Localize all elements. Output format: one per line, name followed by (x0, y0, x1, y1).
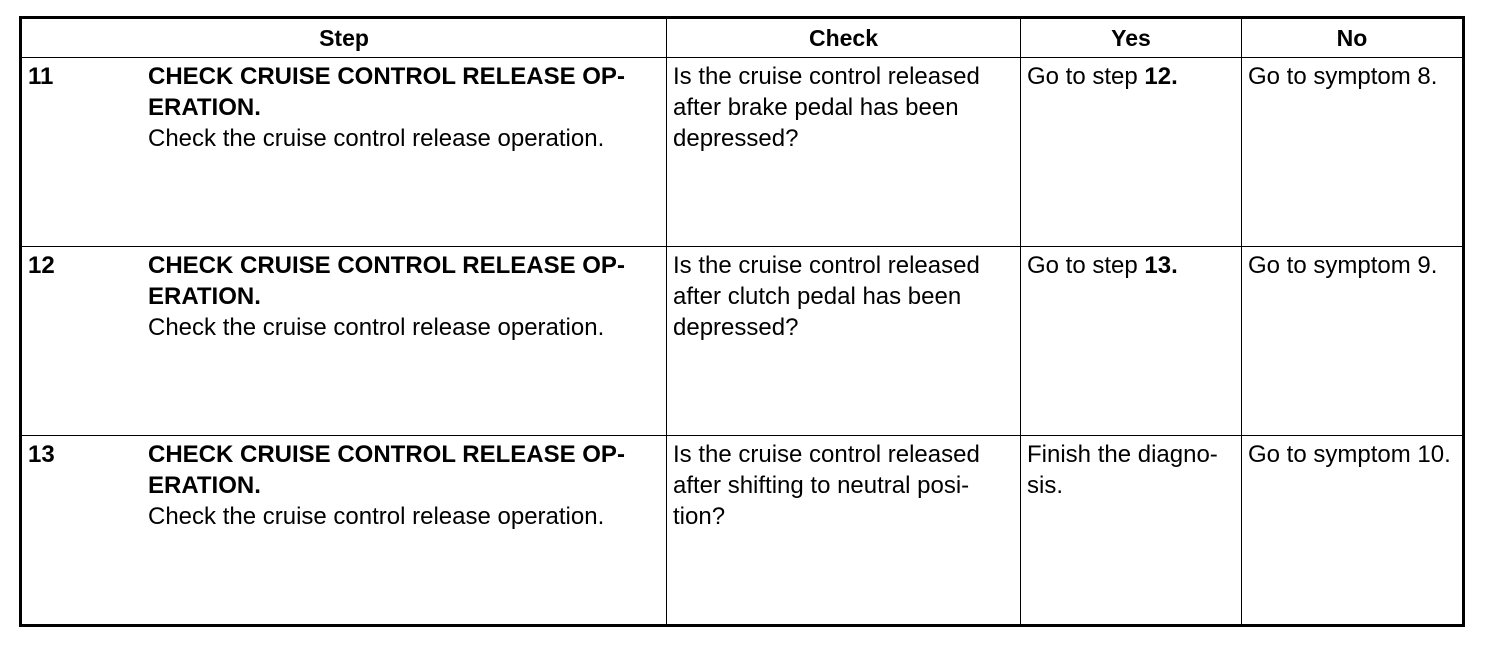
header-row (21, 18, 1464, 58)
yes-cell (1021, 58, 1242, 247)
yes-text: Go to step (1027, 252, 1145, 279)
header-no: No (1242, 18, 1464, 58)
no-text: Go to symptom 8. (1248, 63, 1438, 90)
step-number: 11 (28, 63, 54, 90)
no-text: Go to symptom 10. (1248, 441, 1451, 468)
step-cell (21, 247, 667, 436)
check-cell (667, 58, 1021, 247)
table-row (21, 58, 1464, 247)
step-title-line1: CHECK CRUISE CONTROL RELEASE OP- (148, 441, 625, 468)
no-cell (1242, 58, 1464, 247)
step-description: Check the cruise control release operation. (148, 503, 605, 530)
yes-text: Go to step (1027, 63, 1145, 90)
header-check: Check (667, 18, 1021, 58)
header-step: Step (21, 18, 667, 58)
step-description: Check the cruise control release operation. (148, 125, 605, 152)
yes-cell (1021, 436, 1242, 626)
step-cell (21, 436, 667, 626)
check-text: Is the cruise control released after brake pedal has been depressed? (673, 63, 980, 152)
yes-text: Finish the diagno-sis. (1027, 441, 1218, 499)
yes-cell (1021, 247, 1242, 436)
yes-step-ref: 12. (1144, 63, 1178, 90)
diagnostic-table (19, 16, 1465, 627)
check-cell (667, 247, 1021, 436)
step-cell (21, 58, 667, 247)
step-description: Check the cruise control release operation. (148, 314, 605, 341)
no-cell (1242, 247, 1464, 436)
no-cell (1242, 436, 1464, 626)
check-cell (667, 436, 1021, 626)
step-title-line1: CHECK CRUISE CONTROL RELEASE OP- (148, 252, 625, 279)
step-number: 12 (28, 252, 55, 279)
check-text: Is the cruise control released after shifting to neutral posi-tion? (673, 441, 980, 530)
header-yes: Yes (1021, 18, 1242, 58)
no-text: Go to symptom 9. (1248, 252, 1438, 279)
yes-step-ref: 13. (1144, 252, 1178, 279)
check-text: Is the cruise control released after clutch pedal has been depressed? (673, 252, 980, 341)
table-row (21, 247, 1464, 436)
step-title-line2: ERATION. (148, 472, 261, 499)
step-title-line2: ERATION. (148, 94, 261, 121)
step-title-line2: ERATION. (148, 283, 261, 310)
step-number: 13 (28, 441, 55, 468)
table-row (21, 436, 1464, 626)
step-title-line1: CHECK CRUISE CONTROL RELEASE OP- (148, 63, 625, 90)
